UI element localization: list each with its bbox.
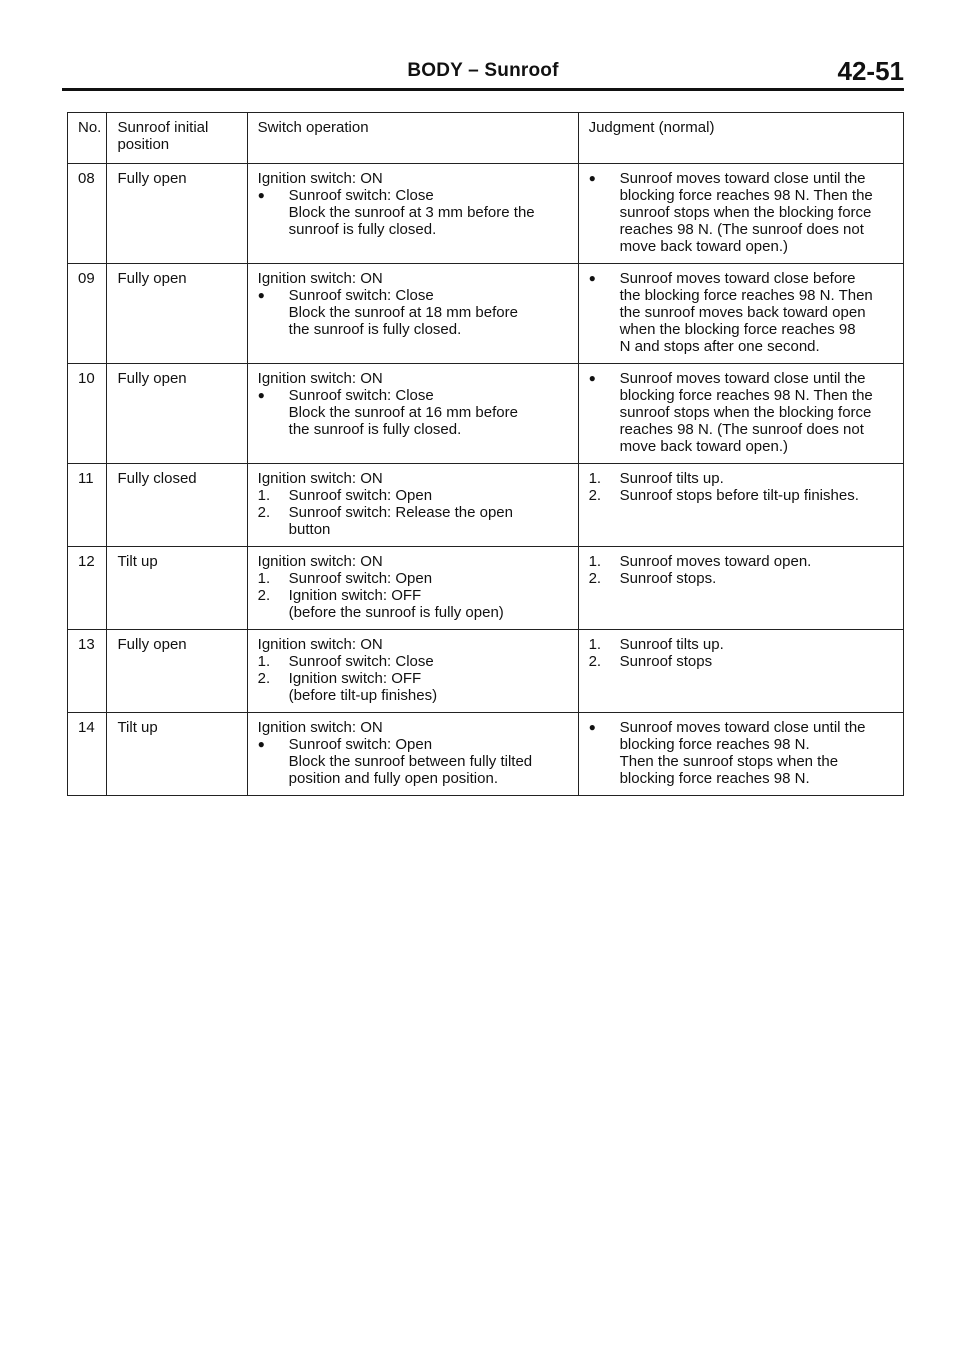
switch-item-text: Ignition switch: OFF: [288, 670, 422, 687]
cell-position: Fully open: [107, 264, 247, 364]
switch-line: Block the sunroof at 3 mm before the: [288, 204, 535, 221]
judgment-line: sunroof stops when the blocking force: [619, 204, 872, 221]
cell-judgment: [578, 713, 903, 796]
judgment-line: N and stops after one second.: [619, 338, 820, 355]
switch-line: Ignition switch: ON: [257, 553, 383, 570]
step-number: 1.: [588, 636, 602, 653]
switch-item: [258, 670, 570, 687]
switch-item-text: Sunroof switch: Close: [288, 387, 434, 404]
judgment-line: Then the sunroof stops when the: [619, 753, 839, 770]
header-position-line: position: [117, 136, 170, 153]
header-rule: [62, 88, 904, 91]
judgment-line: the sunroof moves back toward open: [619, 304, 866, 321]
cell-switch: [247, 464, 578, 547]
judgment-item: [589, 170, 895, 255]
cell-no: 08: [68, 164, 107, 264]
switch-line: Ignition switch: ON: [257, 170, 383, 187]
switch-line: position and fully open position.: [288, 770, 498, 787]
judgment-line: when the blocking force reaches 98: [619, 321, 856, 338]
judgment-item: [589, 487, 895, 504]
bullet-icon: ●: [588, 371, 596, 385]
sunroof-check-table: [67, 112, 904, 796]
judgment-line: blocking force reaches 98 N.: [619, 770, 810, 787]
switch-item-text: Sunroof switch: Close: [288, 187, 434, 204]
cell-no: 13: [68, 630, 107, 713]
table-row: [68, 164, 904, 264]
table-row: [68, 630, 904, 713]
switch-item-text: Sunroof switch: Release the open: [288, 504, 513, 521]
cell-judgment: [578, 464, 903, 547]
step-number: 2.: [257, 504, 271, 521]
judgment-line: move back toward open.): [619, 438, 788, 455]
cell-switch: [247, 164, 578, 264]
header-position: [107, 113, 247, 164]
judgment-text-block: [620, 370, 873, 455]
switch-item: [258, 504, 570, 521]
step-number: 1.: [257, 487, 271, 504]
switch-item: [258, 570, 570, 587]
judgment-line: move back toward open.): [619, 238, 788, 255]
judgment-text-block: [620, 270, 873, 355]
cell-position: Fully closed: [107, 464, 247, 547]
switch-line: Ignition switch: ON: [257, 370, 383, 387]
judgment-text: Sunroof stops before tilt-up finishes.: [619, 487, 859, 504]
switch-line: Ignition switch: ON: [257, 719, 383, 736]
table-row: [68, 547, 904, 630]
cell-position: Fully open: [107, 364, 247, 464]
judgment-item: [589, 370, 895, 455]
cell-position: Tilt up: [107, 547, 247, 630]
judgment-text: Sunroof stops: [619, 653, 713, 670]
cell-switch: [247, 713, 578, 796]
step-number: 2.: [588, 653, 602, 670]
cell-judgment: [578, 164, 903, 264]
bullet-icon: ●: [588, 171, 596, 185]
switch-line: Ignition switch: ON: [257, 636, 383, 653]
header-no: No.: [68, 113, 107, 164]
switch-item: [258, 387, 570, 404]
switch-line: (before the sunroof is fully open): [288, 604, 504, 621]
step-number: 2.: [588, 487, 602, 504]
judgment-line: blocking force reaches 98 N. Then the: [619, 187, 873, 204]
switch-line: the sunroof is fully closed.: [288, 321, 462, 338]
cell-switch: [247, 547, 578, 630]
switch-item-text: Sunroof switch: Close: [288, 653, 434, 670]
switch-line: Ignition switch: ON: [257, 470, 383, 487]
step-number: 2.: [257, 587, 271, 604]
cell-switch: [247, 364, 578, 464]
switch-item-text: Ignition switch: OFF: [288, 587, 422, 604]
switch-line: Block the sunroof at 16 mm before: [288, 404, 518, 421]
switch-item: [258, 736, 570, 753]
step-number: 1.: [588, 470, 602, 487]
table-header-row: [68, 113, 904, 164]
step-number: 2.: [257, 670, 271, 687]
cell-switch: [247, 630, 578, 713]
page-header: [62, 56, 904, 86]
cell-judgment: [578, 547, 903, 630]
switch-item-text: Sunroof switch: Open: [288, 487, 433, 504]
header-position-line: Sunroof initial: [117, 119, 209, 136]
switch-item-text: Sunroof switch: Close: [288, 287, 434, 304]
page-title: BODY – Sunroof: [407, 60, 559, 81]
switch-item-text: Sunroof switch: Open: [288, 736, 433, 753]
judgment-text-block: [620, 719, 866, 787]
judgment-text: Sunroof moves toward open.: [619, 553, 812, 570]
judgment-line: blocking force reaches 98 N. Then the: [619, 387, 873, 404]
header-switch: Switch operation: [247, 113, 578, 164]
switch-line: Ignition switch: ON: [257, 270, 383, 287]
cell-judgment: [578, 264, 903, 364]
cell-switch: [247, 264, 578, 364]
switch-item-text: Sunroof switch: Open: [288, 570, 433, 587]
switch-item: [258, 653, 570, 670]
switch-line: button: [288, 521, 331, 538]
cell-judgment: [578, 630, 903, 713]
judgment-item: [589, 270, 895, 355]
cell-no: 11: [68, 464, 107, 547]
judgment-text: Sunroof tilts up.: [619, 636, 724, 653]
judgment-item: [589, 470, 895, 487]
judgment-line: blocking force reaches 98 N.: [619, 736, 810, 753]
bullet-icon: ●: [588, 271, 596, 285]
judgment-line: reaches 98 N. (The sunroof does not: [619, 421, 864, 438]
judgment-item: [589, 553, 895, 570]
cell-no: 12: [68, 547, 107, 630]
table-row: [68, 464, 904, 547]
switch-item: [258, 287, 570, 304]
judgment-text: Sunroof stops.: [619, 570, 717, 587]
judgment-item: [589, 570, 895, 587]
judgment-line: Sunroof moves toward close until the: [619, 719, 866, 736]
cell-position: Tilt up: [107, 713, 247, 796]
table-row: [68, 713, 904, 796]
judgment-text-block: [620, 170, 873, 255]
judgment-line: Sunroof moves toward close until the: [619, 370, 866, 387]
step-number: 1.: [257, 570, 271, 587]
cell-position: Fully open: [107, 164, 247, 264]
switch-item: [258, 487, 570, 504]
bullet-icon: ●: [257, 737, 265, 751]
table-row: [68, 264, 904, 364]
bullet-icon: ●: [257, 188, 265, 202]
judgment-line: reaches 98 N. (The sunroof does not: [619, 221, 864, 238]
switch-line: sunroof is fully closed.: [288, 221, 437, 238]
judgment-line: sunroof stops when the blocking force: [619, 404, 872, 421]
switch-line: Block the sunroof between fully tilted: [288, 753, 533, 770]
switch-line: (before tilt-up finishes): [288, 687, 438, 704]
judgment-line: the blocking force reaches 98 N. Then: [619, 287, 873, 304]
step-number: 1.: [257, 653, 271, 670]
table-row: [68, 364, 904, 464]
cell-position: Fully open: [107, 630, 247, 713]
page-number: 42-51: [837, 56, 904, 86]
switch-item: [258, 187, 570, 204]
cell-no: 10: [68, 364, 107, 464]
judgment-line: Sunroof moves toward close before: [619, 270, 856, 287]
switch-line: the sunroof is fully closed.: [288, 421, 462, 438]
switch-line: Block the sunroof at 18 mm before: [288, 304, 518, 321]
cell-no: 09: [68, 264, 107, 364]
judgment-item: [589, 719, 895, 787]
step-number: 2.: [588, 570, 602, 587]
step-number: 1.: [588, 553, 602, 570]
judgment-item: [589, 653, 895, 670]
judgment-item: [589, 636, 895, 653]
switch-item: [258, 587, 570, 604]
judgment-text: Sunroof tilts up.: [619, 470, 724, 487]
bullet-icon: ●: [588, 720, 596, 734]
bullet-icon: ●: [257, 288, 265, 302]
bullet-icon: ●: [257, 388, 265, 402]
header-judgment: Judgment (normal): [578, 113, 903, 164]
judgment-line: Sunroof moves toward close until the: [619, 170, 866, 187]
cell-judgment: [578, 364, 903, 464]
cell-no: 14: [68, 713, 107, 796]
